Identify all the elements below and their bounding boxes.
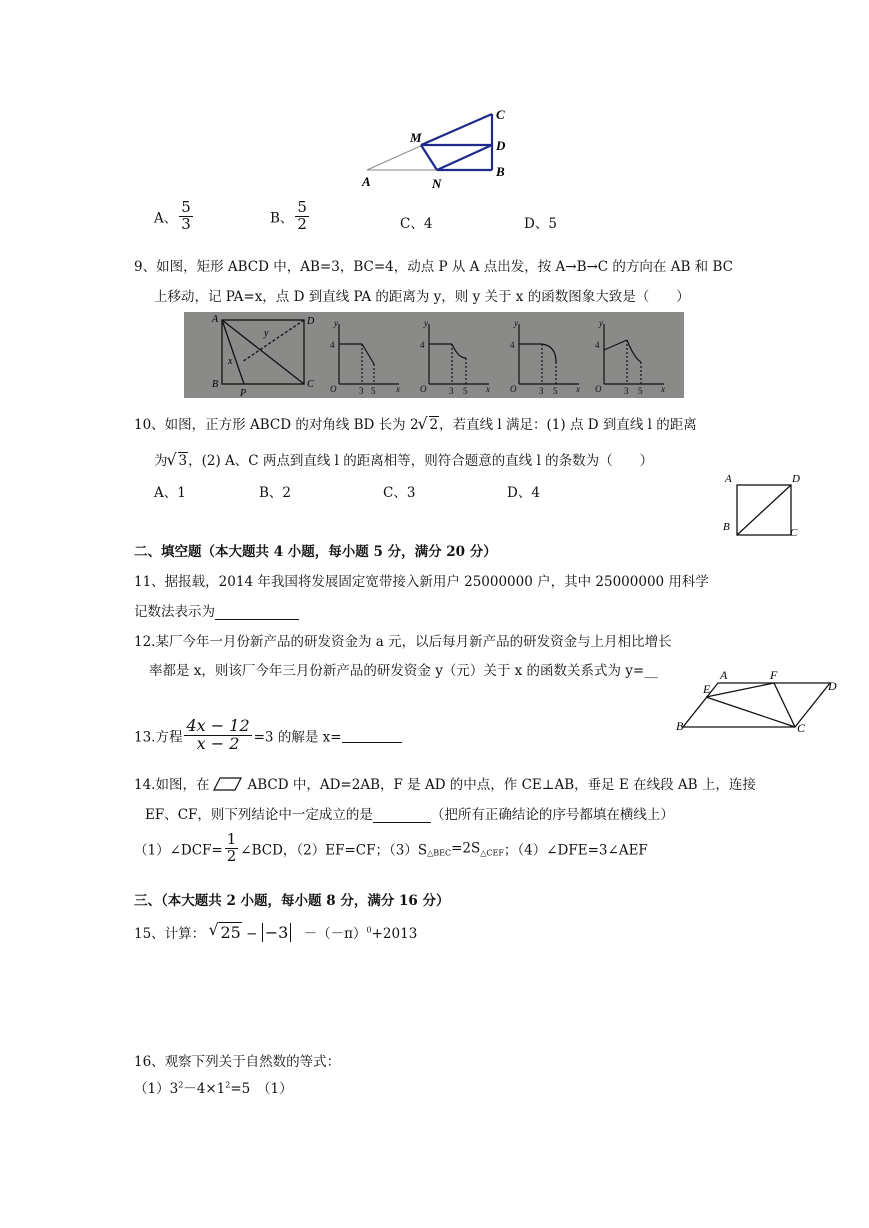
svg-text:5: 5 xyxy=(638,386,643,396)
fraction: $\frac{4x - 12}{x - 2}$ xyxy=(186,716,250,753)
label-C: C xyxy=(307,379,314,390)
svg-text:3: 3 xyxy=(624,386,629,396)
q9-line2: 上移动，记 PA=x，点 D 到直线 PA 的距离为 y，则 y 关于 x 的函数图象大致是（ ） xyxy=(154,289,690,305)
q11-line2: 记数法表示为 xyxy=(134,600,299,620)
q10-line1: 10、如图，正方形 ABCD 的对角线 BD 长为 2√ 2，若直线 l 满足：(1) 点 D 到直线 l 的距离 xyxy=(134,413,697,433)
label-D: D xyxy=(307,316,315,327)
svg-text:C: C xyxy=(797,721,806,735)
svg-text:y: y xyxy=(514,318,518,328)
q8-option-c: C、4 xyxy=(400,216,433,232)
fraction: $\frac{1}{2}$ xyxy=(226,830,237,865)
svg-text:C: C xyxy=(790,527,798,539)
svg-text:5: 5 xyxy=(553,386,558,396)
q10-option-a: A、1 xyxy=(154,485,186,501)
svg-text:D: D xyxy=(828,679,837,693)
q14-line2: EF、CF，则下列结论中一定成立的是 （把所有正确结论的序号都填在横线上） xyxy=(145,807,674,823)
svg-text:O: O xyxy=(330,384,337,394)
svg-text:x: x xyxy=(396,384,400,394)
svg-text:x: x xyxy=(486,384,490,394)
svg-text:y: y xyxy=(599,318,603,328)
svg-text:4: 4 xyxy=(420,340,425,350)
q13: 13.方程 $\frac{4x - 12}{x - 2}$ =3 的解是 x= xyxy=(134,718,402,753)
q10-line2: 为√ 3，(2) A、C 两点到直线 l 的距离相等，则符合题意的直线 l 的条数为（ ） xyxy=(154,449,653,469)
q8-option-a: A、 $\frac{5}{3}$ xyxy=(154,198,191,233)
svg-text:3: 3 xyxy=(359,386,364,396)
svg-text:y: y xyxy=(424,318,428,328)
section-3-heading: 三、（本大题共 2 小题，每小题 8 分，满分 16 分） xyxy=(134,893,450,909)
label-A: A xyxy=(212,314,219,325)
svg-text:B: B xyxy=(676,719,684,733)
svg-text:4: 4 xyxy=(330,340,335,350)
svg-text:x: x xyxy=(576,384,580,394)
q12-line1: 12.某厂今年一月份新产品的研发资金为 a 元，以后每月新产品的研发资金与上月相比增长 xyxy=(134,634,672,650)
svg-text:x: x xyxy=(661,384,665,394)
q12-line2: 率都是 x，则该厂今年三月份新产品的研发资金 y（元）关于 x 的函数关系式为 y=__ xyxy=(149,663,658,679)
figure-q8-triangle xyxy=(355,102,515,194)
q8-option-b: B、 $\frac{5}{2}$ xyxy=(270,198,307,233)
parallelogram-icon xyxy=(213,777,243,791)
q15: 15、计算： √ $25 - -3 -(-\pi)^0+2013$ xyxy=(134,922,417,942)
svg-text:4: 4 xyxy=(510,340,515,350)
svg-text:3: 3 xyxy=(539,386,544,396)
label-B: B xyxy=(212,379,219,390)
q8-option-d: D、5 xyxy=(524,216,557,232)
label-M: M xyxy=(410,130,422,145)
fraction: $\frac{5}{2}$ xyxy=(297,198,307,233)
svg-text:5: 5 xyxy=(463,386,468,396)
q11-line1: 11、据报载，2014 年我国将发展固定宽带接入新用户 25000000 户，其中 25000000 用科学 xyxy=(134,574,709,590)
label-N: N xyxy=(432,176,442,191)
svg-text:3: 3 xyxy=(449,386,454,396)
svg-text:A: A xyxy=(725,473,732,485)
label-B: B xyxy=(496,164,505,179)
fraction: $\frac{5}{3}$ xyxy=(181,198,191,233)
figure-q14-parallelogram xyxy=(673,668,843,738)
figure-q9-strip xyxy=(184,312,684,398)
svg-text:y: y xyxy=(334,318,338,328)
label-P: P xyxy=(240,388,247,398)
q10-option-b: B、2 xyxy=(259,485,292,501)
svg-text:O: O xyxy=(420,384,427,394)
q16-line1: 16、观察下列关于自然数的等式： xyxy=(134,1054,341,1070)
svg-text:D: D xyxy=(792,473,800,485)
svg-text:4: 4 xyxy=(595,340,600,350)
q14-conclusions: （1）∠DCF= $\frac{1}{2}$ ∠BCD，（2）EF=CF；$(3)S_{\triangle BEC}=2S_{\triangle CEF}$；（4）∠DFE=3∠AEF xyxy=(134,830,648,865)
q10-option-c: C、3 xyxy=(383,485,416,501)
answer-blank[interactable] xyxy=(342,728,402,743)
q16-eq1: $(1)3^2-4\times 1^2=5$ （1） xyxy=(134,1080,293,1097)
svg-text:A: A xyxy=(720,668,728,682)
sqrt-2: √ 2 xyxy=(419,417,440,433)
section-2-heading: 二、填空题（本大题共 4 小题，每小题 5 分，满分 20 分） xyxy=(134,544,497,560)
label-y: y xyxy=(264,328,269,339)
svg-text:O: O xyxy=(595,384,602,394)
answer-blank[interactable] xyxy=(373,808,431,823)
sqrt-3: √ 3 xyxy=(168,453,189,469)
svg-text:E: E xyxy=(703,682,711,696)
label-C: C xyxy=(496,107,505,122)
label-x: x xyxy=(228,356,233,367)
label-D: D xyxy=(496,138,506,153)
q14-line1: 14.如图，在 ABCD 中，AD=2AB，F 是 AD 的中点，作 CE⊥AB，垂足 E 在线段 AB 上，连接 xyxy=(134,777,756,793)
svg-text:O: O xyxy=(510,384,517,394)
label-A: A xyxy=(362,174,371,189)
q9-line1: 9、如图，矩形 ABCD 中，AB=3，BC=4，动点 P 从 A 点出发，按 A→B→C 的方向在 AB 和 BC xyxy=(134,259,733,275)
svg-text:5: 5 xyxy=(371,386,376,396)
svg-text:F: F xyxy=(770,668,778,682)
absolute-value: −3 xyxy=(262,923,292,942)
answer-blank[interactable] xyxy=(215,605,299,620)
q10-option-d: D、4 xyxy=(507,485,540,501)
sqrt-25: √ 25 xyxy=(209,923,241,942)
figure-q10-square xyxy=(720,468,810,540)
svg-text:B: B xyxy=(723,521,730,533)
